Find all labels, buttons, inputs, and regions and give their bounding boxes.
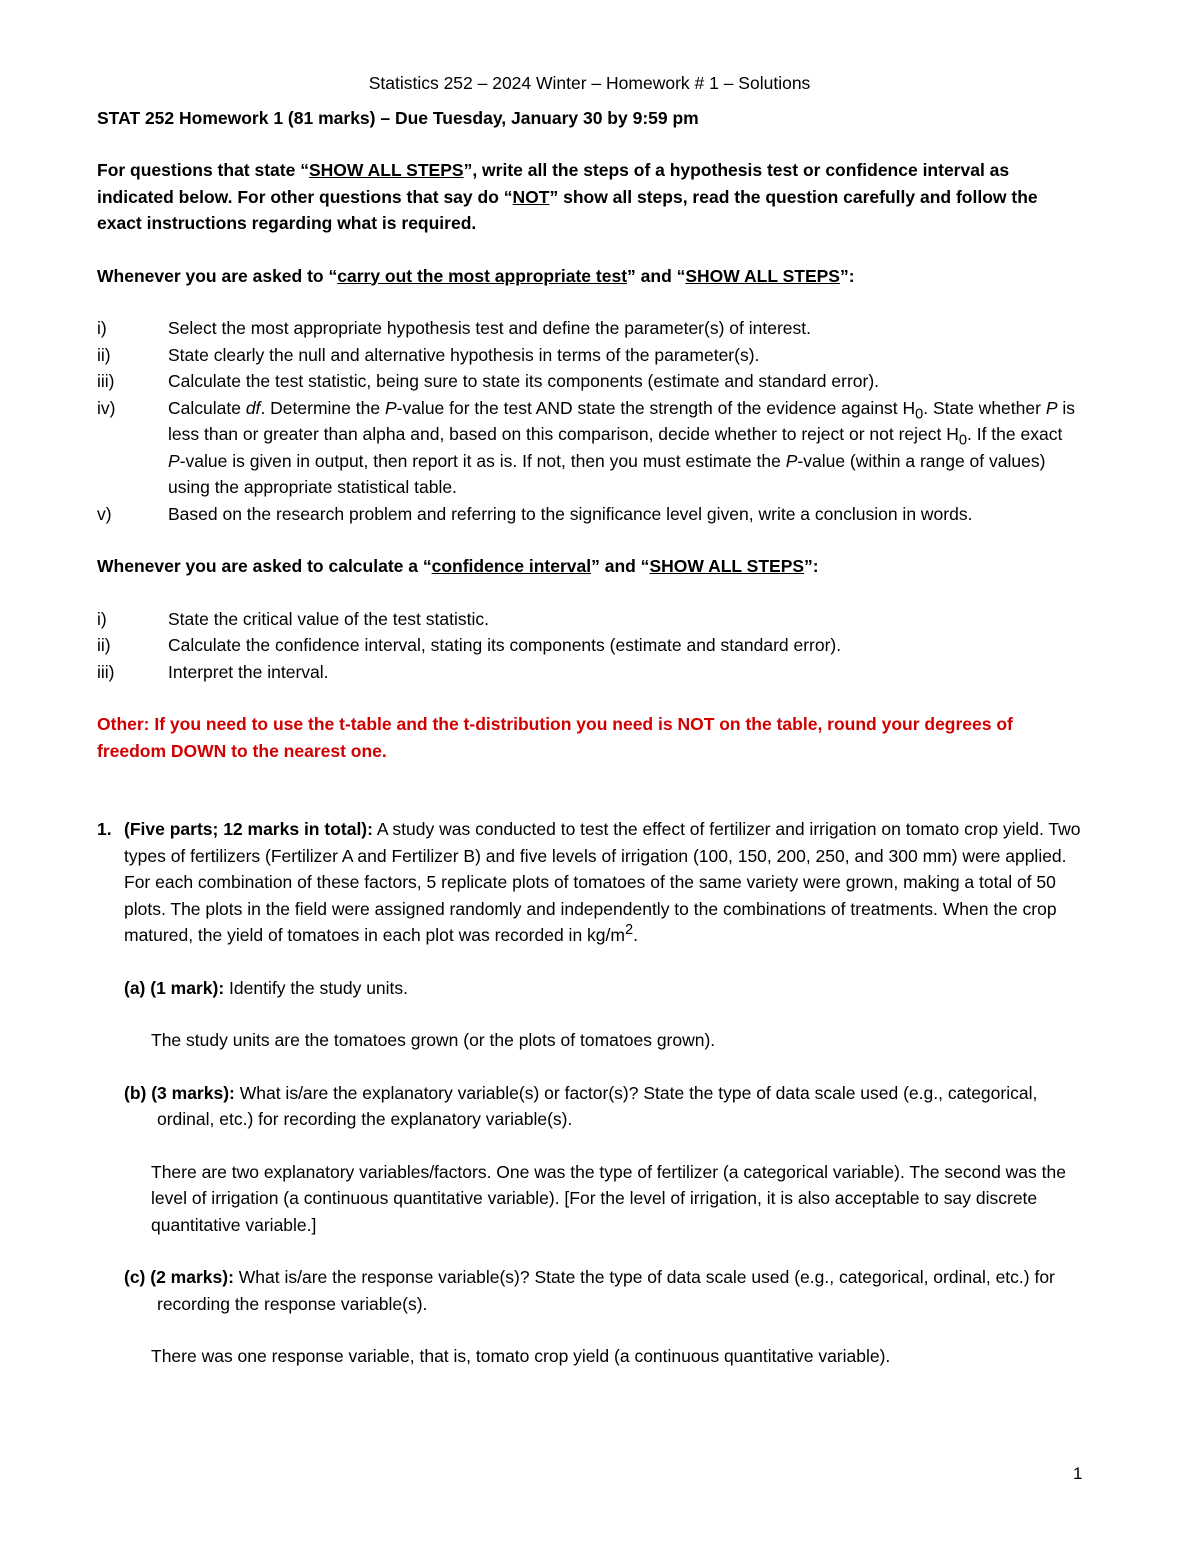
list-item: ii) State clearly the null and alternative hypothesis in terms of the parameter(s). — [97, 344, 760, 365]
question-1b: (b) (3 marks): What is/are the explanatory variable(s) or factor(s)? State the type of data scale used (e.g., categorical, ordinal, etc.) for recording the explanatory variable(s). — [124, 1082, 1038, 1129]
list-item: iii) Interpret the interval. — [97, 661, 329, 682]
list-item: iv) Calculate df. Determine the P-value for the test AND state the strength of the evidence against $H_0$. State whether P is less than or greater than alpha and, based on this comparison, decide whether to reject or not reject $H_0$. If the exact P-value is given in output, then report it as is. If not, then you must estimate the P-value (within a range of values) using the appropriate statistical table. — [97, 397, 1075, 497]
document-title: Statistics 252 – 2024 Winter – Homework # 1 – Solutions — [368, 73, 811, 93]
list-item: i) State the critical value of the test statistic. — [97, 608, 489, 629]
document-page — [97, 70, 1082, 1370]
test-steps-list — [97, 315, 1082, 527]
ci-section-heading: Whenever you are asked to calculate a “confidence interval” and “SHOW ALL STEPS”: — [97, 556, 819, 576]
list-item: ii) Calculate the confidence interval, stating its components (estimate and standard error). — [97, 635, 842, 655]
homework-subtitle: STAT 252 Homework 1 (81 marks) – Due Tuesday, January 30 by 9:59 pm — [97, 107, 699, 128]
page-number: 1 — [1073, 1464, 1083, 1483]
ci-steps-list — [97, 606, 1082, 686]
answer-1b: There are two explanatory variables/factors. One was the type of fertilizer (a categorical variable). The second was the level of irrigation (a continuous quantitative variable). [For the level of irrigation, it is also acceptable to say discrete quantitative variable.] — [151, 1161, 1066, 1235]
t-table-note: Other: If you need to use the t-table and the t-distribution you need is NOT on the table, round your degrees of freedom DOWN to the nearest one. — [97, 714, 1013, 761]
question-1c: (c) (2 marks): What is/are the response variable(s)? State the type of data scale used (e.g., categorical, ordinal, etc.) for recording the response variable(s). — [124, 1267, 1055, 1314]
question-1a: (a) (1 mark): Identify the study units. — [124, 977, 409, 998]
list-item: iii) Calculate the test statistic, being sure to state its components (estimate and standard error). — [97, 371, 880, 391]
list-item: v) Based on the research problem and referring to the significance level given, write a conclusion in words. — [97, 503, 973, 524]
test-section-heading: Whenever you are asked to “carry out the most appropriate test” and “SHOW ALL STEPS”: — [97, 265, 855, 286]
question-1: 1. (Five parts; 12 marks in total): A study was conducted to test the effect of fertilizer and irrigation on tomato crop yield. Two types of fertilizers (Fertilizer A and Fertilizer B) and five levels of irrigation (100, 150, 200, 250, and 300 mm) were applied. For each combination of these factors, 5 replicate plots of tomatoes of the same variety were grown, making a total of 50 plots. The plots in the field were assigned randomly and independently to the combinations of treatments. When the crop matured, the yield of tomatoes in each plot was recorded in $kg/m^2$. — [97, 819, 1081, 945]
list-item: i) Select the most appropriate hypothesis test and define the parameter(s) of interest. — [97, 318, 811, 338]
answer-1a: The study units are the tomatoes grown (or the plots of tomatoes grown). — [151, 1030, 716, 1050]
answer-1c: There was one response variable, that is, tomato crop yield (a continuous quantitative variable). — [151, 1346, 891, 1366]
intro-paragraph: For questions that state “SHOW ALL STEPS”, write all the steps of a hypothesis test or confidence interval as indicated below. For other questions that say do “NOT” show all steps, read the question carefully and follow the exact instructions regarding what is required. — [97, 160, 1038, 233]
